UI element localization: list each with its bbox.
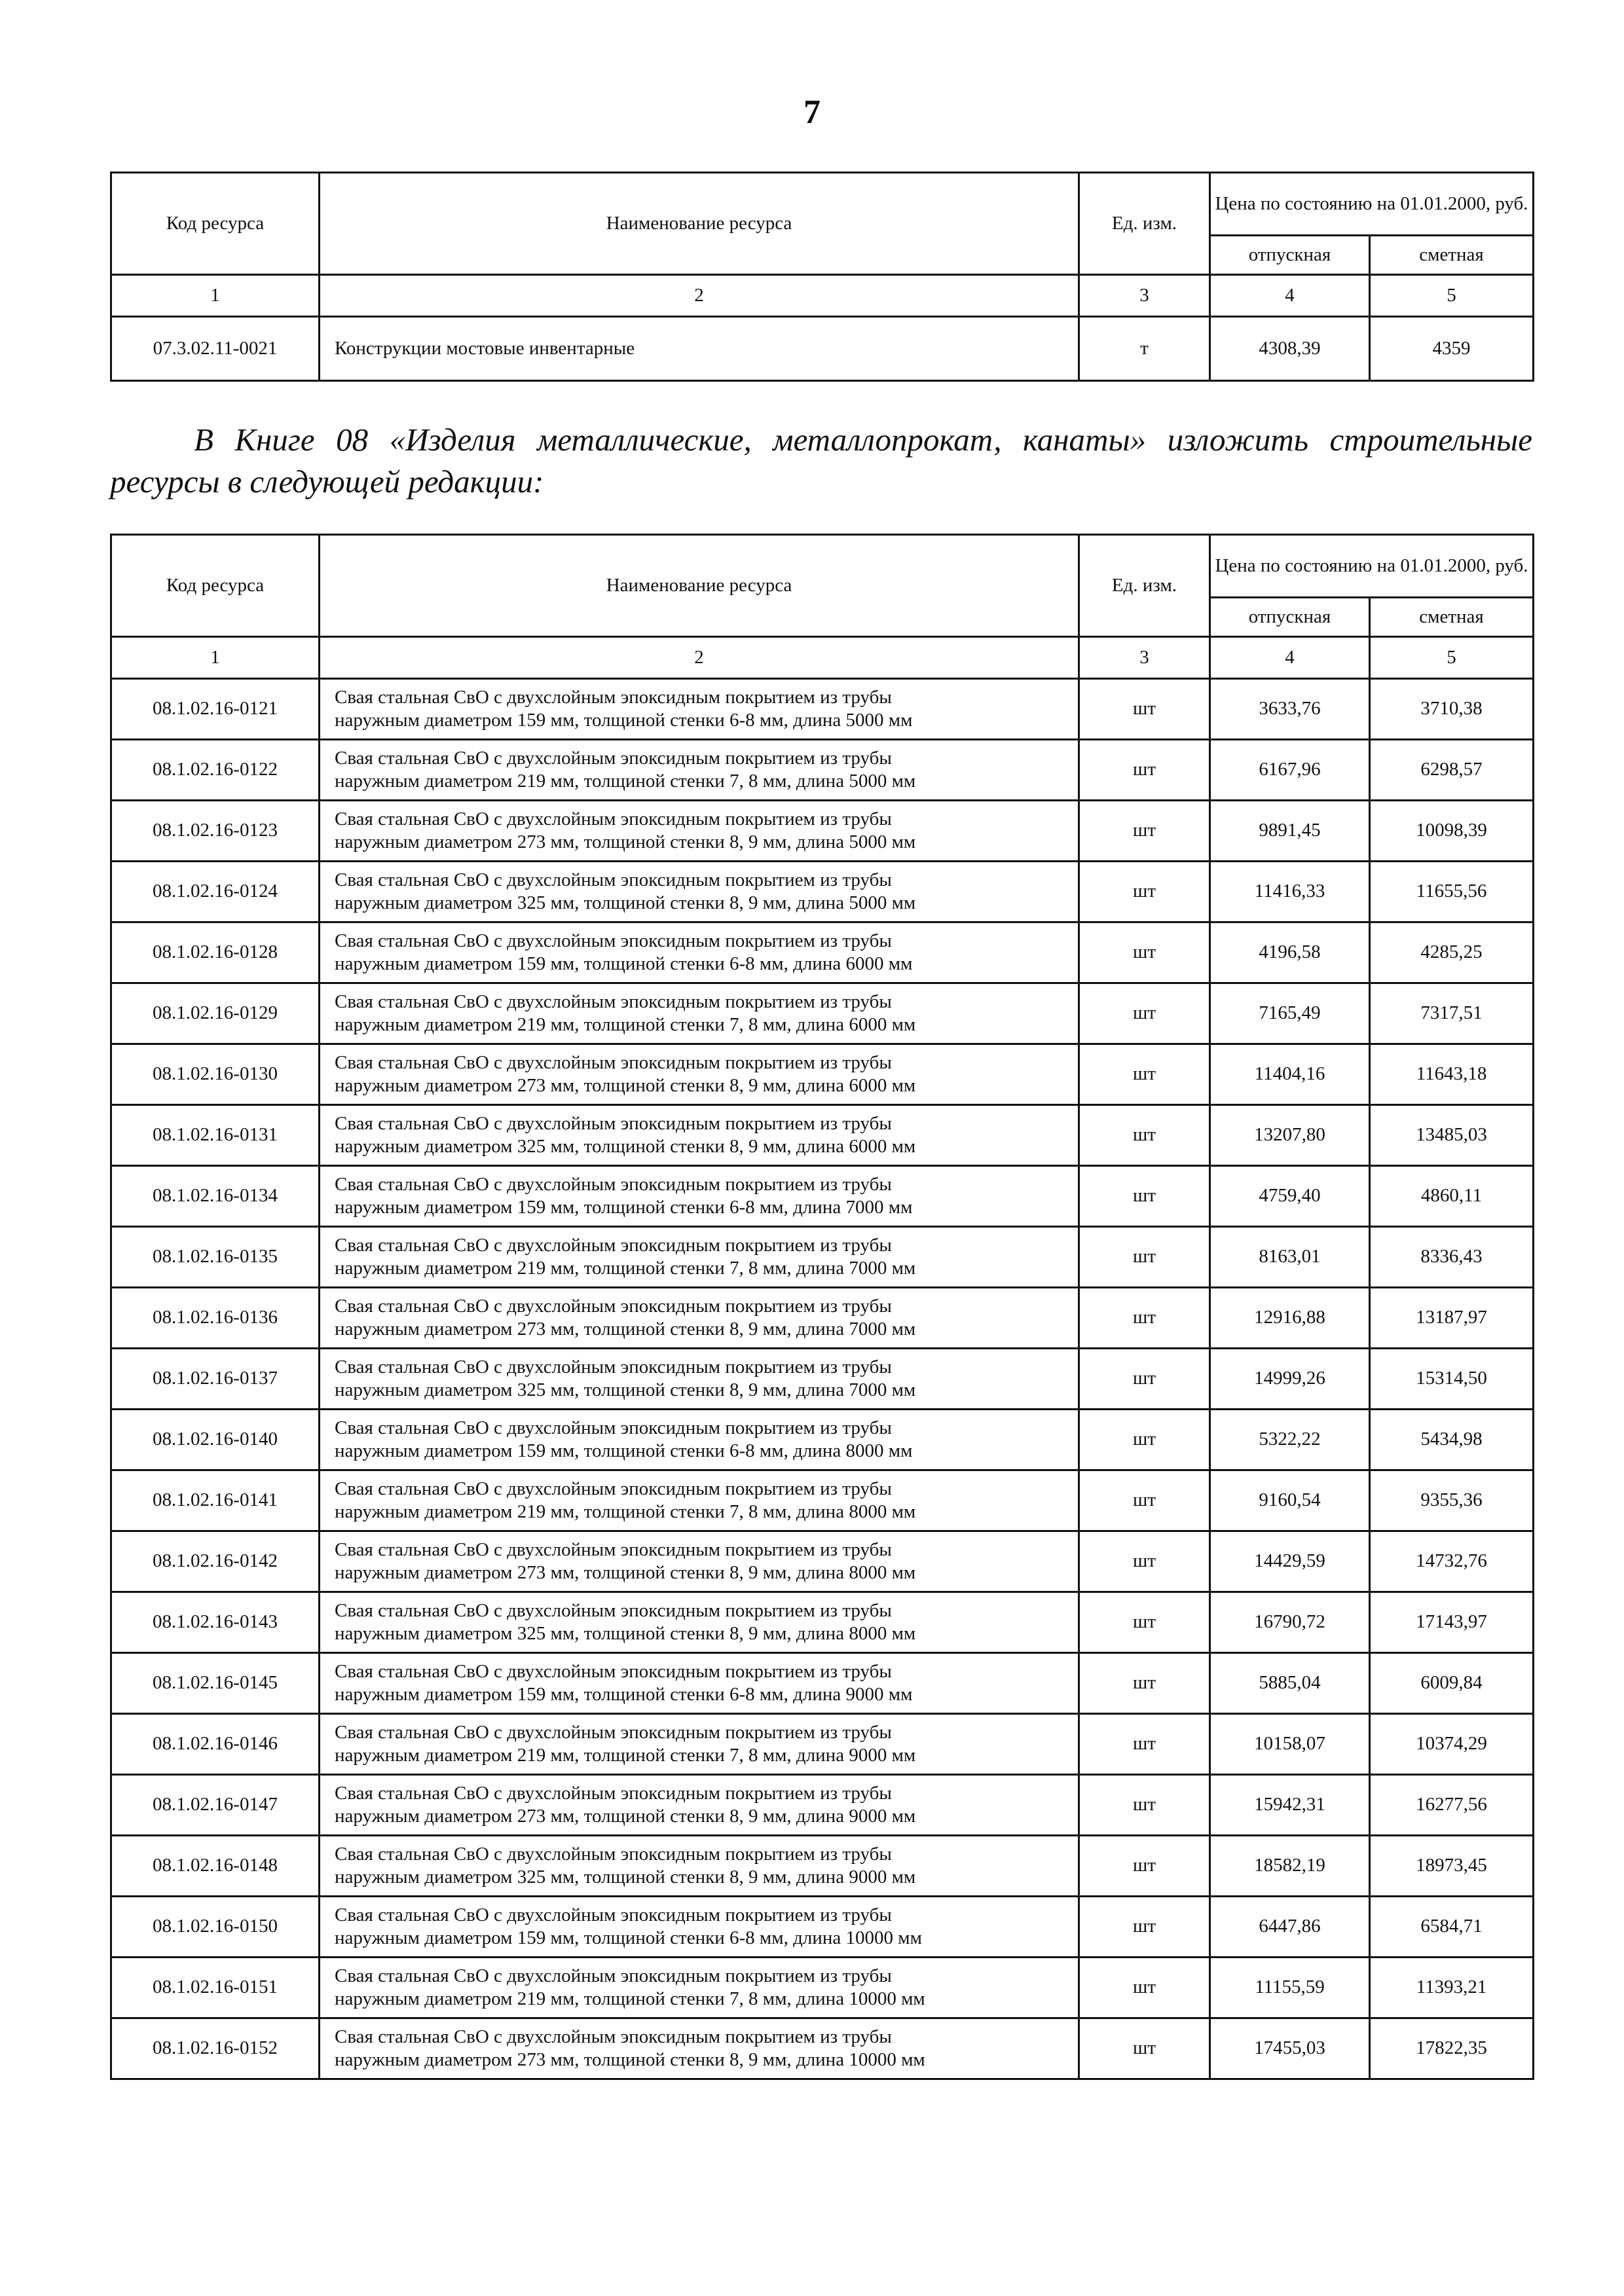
price-release: 9160,54 bbox=[1210, 1470, 1370, 1531]
resource-unit: шт bbox=[1079, 2018, 1210, 2079]
table-row bbox=[111, 922, 1534, 983]
price-estimate: 10374,29 bbox=[1370, 1714, 1534, 1775]
table-row bbox=[111, 1714, 1534, 1775]
resource-code: 08.1.02.16-0142 bbox=[111, 1531, 320, 1592]
resource-name-line1: Свая стальная СвО с двухслойным эпоксидным покрытием из трубы bbox=[335, 1782, 892, 1804]
resource-name bbox=[320, 1410, 1079, 1470]
resource-unit: шт bbox=[1079, 922, 1210, 983]
resource-code: 08.1.02.16-0129 bbox=[111, 983, 320, 1044]
resource-name-line2: наружным диаметром 159 мм, толщиной стенки 6-8 мм, длина 10000 мм bbox=[335, 1927, 922, 1948]
resource-name-line1: Свая стальная СвО с двухслойным эпоксидным покрытием из трубы bbox=[335, 747, 892, 769]
resource-name-line2: наружным диаметром 273 мм, толщиной стенки 8, 9 мм, длина 9000 мм bbox=[335, 1806, 916, 1827]
resource-name bbox=[320, 1044, 1079, 1105]
price-release: 14999,26 bbox=[1210, 1349, 1370, 1410]
price-estimate: 4285,25 bbox=[1370, 922, 1534, 983]
header-price-group: Цена по состоянию на 01.01.2000, руб. bbox=[1210, 173, 1534, 236]
header-price-group: Цена по состоянию на 01.01.2000, руб. bbox=[1210, 535, 1534, 598]
table-row bbox=[111, 1836, 1534, 1897]
resource-name-line2: наружным диаметром 325 мм, толщиной стенки 8, 9 мм, длина 8000 мм bbox=[335, 1623, 916, 1644]
price-release: 12916,88 bbox=[1210, 1288, 1370, 1349]
resource-name-line2: наружным диаметром 219 мм, толщиной стенки 7, 8 мм, длина 8000 мм bbox=[335, 1501, 916, 1522]
resource-name-line1: Свая стальная СвО с двухслойным эпоксидным покрытием из трубы bbox=[335, 686, 892, 708]
table-row bbox=[111, 1349, 1534, 1410]
price-estimate: 10098,39 bbox=[1370, 801, 1534, 862]
resource-code: 08.1.02.16-0131 bbox=[111, 1105, 320, 1166]
resource-code: 08.1.02.16-0122 bbox=[111, 740, 320, 801]
resource-unit: т bbox=[1079, 317, 1210, 381]
resource-code: 08.1.02.16-0124 bbox=[111, 862, 320, 922]
resource-unit: шт bbox=[1079, 1592, 1210, 1653]
resource-name bbox=[320, 1288, 1079, 1349]
resource-name bbox=[320, 1470, 1079, 1531]
price-estimate: 13485,03 bbox=[1370, 1105, 1534, 1166]
column-number: 1 bbox=[111, 637, 320, 679]
resource-code: 08.1.02.16-0145 bbox=[111, 1653, 320, 1714]
resource-unit: шт bbox=[1079, 1166, 1210, 1227]
price-release: 11404,16 bbox=[1210, 1044, 1370, 1105]
resource-name bbox=[320, 1714, 1079, 1775]
resource-name-line2: наружным диаметром 273 мм, толщиной стенки 8, 9 мм, длина 7000 мм bbox=[335, 1319, 916, 1339]
resource-name-line1: Свая стальная СвО с двухслойным эпоксидным покрытием из трубы bbox=[335, 808, 892, 829]
resource-code: 08.1.02.16-0143 bbox=[111, 1592, 320, 1653]
table-row bbox=[111, 1105, 1534, 1166]
resource-code: 08.1.02.16-0134 bbox=[111, 1166, 320, 1227]
header-unit: Ед. изм. bbox=[1079, 535, 1210, 637]
resource-unit: шт bbox=[1079, 1775, 1210, 1836]
resource-name-line2: наружным диаметром 273 мм, толщиной стенки 8, 9 мм, длина 6000 мм bbox=[335, 1075, 916, 1096]
column-number: 1 bbox=[111, 275, 320, 317]
resource-unit: шт bbox=[1079, 1410, 1210, 1470]
resource-unit: шт bbox=[1079, 1288, 1210, 1349]
price-estimate: 11643,18 bbox=[1370, 1044, 1534, 1105]
resource-code: 08.1.02.16-0147 bbox=[111, 1775, 320, 1836]
price-release: 4759,40 bbox=[1210, 1166, 1370, 1227]
column-number: 2 bbox=[320, 275, 1079, 317]
resource-name-line2: наружным диаметром 273 мм, толщиной стенки 8, 9 мм, длина 5000 мм bbox=[335, 831, 916, 852]
price-release: 4196,58 bbox=[1210, 922, 1370, 983]
header-price-estimate: сметная bbox=[1370, 598, 1534, 637]
price-estimate: 9355,36 bbox=[1370, 1470, 1534, 1531]
price-estimate: 16277,56 bbox=[1370, 1775, 1534, 1836]
resource-name-line1: Свая стальная СвО с двухслойным эпоксидным покрытием из трубы bbox=[335, 1051, 892, 1073]
resource-name-line1: Свая стальная СвО с двухслойным эпоксидным покрытием из трубы bbox=[335, 991, 892, 1012]
price-estimate: 14732,76 bbox=[1370, 1531, 1534, 1592]
price-release: 5322,22 bbox=[1210, 1410, 1370, 1470]
page-number: 7 bbox=[803, 94, 821, 131]
table-row bbox=[111, 317, 1534, 381]
resource-code: 08.1.02.16-0148 bbox=[111, 1836, 320, 1897]
table-row bbox=[111, 1288, 1534, 1349]
resource-name: Конструкции мостовые инвентарные bbox=[320, 317, 1079, 381]
resource-name-line1: Свая стальная СвО с двухслойным эпоксидным покрытием из трубы bbox=[335, 930, 892, 951]
price-release: 18582,19 bbox=[1210, 1836, 1370, 1897]
resource-unit: шт bbox=[1079, 801, 1210, 862]
resource-name bbox=[320, 1105, 1079, 1166]
column-number: 3 bbox=[1079, 275, 1210, 317]
resource-code: 08.1.02.16-0151 bbox=[111, 1958, 320, 2018]
table-row bbox=[111, 1897, 1534, 1958]
table-row bbox=[111, 1653, 1534, 1714]
price-release: 13207,80 bbox=[1210, 1105, 1370, 1166]
price-release: 16790,72 bbox=[1210, 1592, 1370, 1653]
resource-unit: шт bbox=[1079, 1836, 1210, 1897]
resource-name-line1: Свая стальная СвО с двухслойным эпоксидным покрытием из трубы bbox=[335, 1843, 892, 1865]
resource-code: 08.1.02.16-0128 bbox=[111, 922, 320, 983]
price-release: 4308,39 bbox=[1210, 317, 1370, 381]
price-release: 6167,96 bbox=[1210, 740, 1370, 801]
resource-table-book-08 bbox=[110, 534, 1534, 2080]
price-estimate: 5434,98 bbox=[1370, 1410, 1534, 1470]
resource-code: 08.1.02.16-0136 bbox=[111, 1288, 320, 1349]
resource-unit: шт bbox=[1079, 1531, 1210, 1592]
price-estimate: 6009,84 bbox=[1370, 1653, 1534, 1714]
resource-name-line1: Свая стальная СвО с двухслойным эпоксидным покрытием из трубы bbox=[335, 1599, 892, 1621]
resource-name bbox=[320, 1836, 1079, 1897]
resource-name-line1: Свая стальная СвО с двухслойным эпоксидным покрытием из трубы bbox=[335, 1112, 892, 1134]
column-number: 5 bbox=[1370, 275, 1534, 317]
price-estimate: 6584,71 bbox=[1370, 1897, 1534, 1958]
resource-name bbox=[320, 922, 1079, 983]
resource-name bbox=[320, 1227, 1079, 1288]
price-estimate: 11393,21 bbox=[1370, 1958, 1534, 2018]
resource-name-line2: наружным диаметром 273 мм, толщиной стенки 8, 9 мм, длина 8000 мм bbox=[335, 1562, 916, 1583]
header-price-release: отпускная bbox=[1210, 598, 1370, 637]
header-price-estimate: сметная bbox=[1370, 236, 1534, 275]
resource-name-line1: Свая стальная СвО с двухслойным эпоксидным покрытием из трубы bbox=[335, 1173, 892, 1195]
resource-name-line2: наружным диаметром 273 мм, толщиной стенки 8, 9 мм, длина 10000 мм bbox=[335, 2049, 925, 2070]
resource-name-line2: наружным диаметром 325 мм, толщиной стенки 8, 9 мм, длина 5000 мм bbox=[335, 892, 916, 913]
table-row bbox=[111, 983, 1534, 1044]
price-estimate: 13187,97 bbox=[1370, 1288, 1534, 1349]
resource-name bbox=[320, 679, 1079, 740]
resource-unit: шт bbox=[1079, 740, 1210, 801]
column-number: 4 bbox=[1210, 637, 1370, 679]
table-row bbox=[111, 862, 1534, 922]
price-release: 9891,45 bbox=[1210, 801, 1370, 862]
table-row bbox=[111, 740, 1534, 801]
table-row bbox=[111, 679, 1534, 740]
resource-unit: шт bbox=[1079, 1958, 1210, 2018]
price-estimate: 7317,51 bbox=[1370, 983, 1534, 1044]
price-estimate: 17143,97 bbox=[1370, 1592, 1534, 1653]
column-number: 5 bbox=[1370, 637, 1534, 679]
intro-paragraph: В Книге 08 «Изделия металлические, металлопрокат, канаты» изложить строительные ресурсы в следующей редакции: bbox=[110, 422, 1532, 500]
resource-name-line2: наружным диаметром 325 мм, толщиной стенки 8, 9 мм, длина 6000 мм bbox=[335, 1136, 916, 1157]
resource-name bbox=[320, 1166, 1079, 1227]
resource-code: 08.1.02.16-0140 bbox=[111, 1410, 320, 1470]
price-release: 6447,86 bbox=[1210, 1897, 1370, 1958]
resource-name-line2: наружным диаметром 325 мм, толщиной стенки 8, 9 мм, длина 9000 мм bbox=[335, 1867, 916, 1887]
resource-name bbox=[320, 1897, 1079, 1958]
resource-unit: шт bbox=[1079, 1714, 1210, 1775]
resource-name bbox=[320, 862, 1079, 922]
resource-name bbox=[320, 1531, 1079, 1592]
column-number: 3 bbox=[1079, 637, 1210, 679]
header-code: Код ресурса bbox=[111, 535, 320, 637]
price-estimate: 15314,50 bbox=[1370, 1349, 1534, 1410]
price-estimate: 8336,43 bbox=[1370, 1227, 1534, 1288]
price-release: 15942,31 bbox=[1210, 1775, 1370, 1836]
resource-code: 07.3.02.11-0021 bbox=[111, 317, 320, 381]
resource-name-line2: наружным диаметром 325 мм, толщиной стенки 8, 9 мм, длина 7000 мм bbox=[335, 1379, 916, 1400]
table-row bbox=[111, 1410, 1534, 1470]
price-release: 14429,59 bbox=[1210, 1531, 1370, 1592]
header-price-release: отпускная bbox=[1210, 236, 1370, 275]
resource-name-line2: наружным диаметром 159 мм, толщиной стенки 6-8 мм, длина 9000 мм bbox=[335, 1684, 913, 1705]
price-release: 11155,59 bbox=[1210, 1958, 1370, 2018]
resource-name-line1: Свая стальная СвО с двухслойным эпоксидным покрытием из трубы bbox=[335, 1295, 892, 1317]
resource-name-line2: наружным диаметром 159 мм, толщиной стенки 6-8 мм, длина 7000 мм bbox=[335, 1197, 913, 1218]
resource-unit: шт bbox=[1079, 1227, 1210, 1288]
resource-unit: шт bbox=[1079, 679, 1210, 740]
table-row bbox=[111, 801, 1534, 862]
resource-unit: шт bbox=[1079, 1653, 1210, 1714]
resource-name-line1: Свая стальная СвО с двухслойным эпоксидным покрытием из трубы bbox=[335, 2026, 892, 2047]
price-estimate: 4359 bbox=[1370, 317, 1534, 381]
resource-name-line2: наружным диаметром 219 мм, толщиной стенки 7, 8 мм, длина 9000 мм bbox=[335, 1745, 916, 1766]
resource-name-line1: Свая стальная СвО с двухслойным эпоксидным покрытием из трубы bbox=[335, 1965, 892, 1986]
table-row bbox=[111, 1470, 1534, 1531]
table-row bbox=[111, 1166, 1534, 1227]
resource-name-line2: наружным диаметром 219 мм, толщиной стенки 7, 8 мм, длина 7000 мм bbox=[335, 1258, 916, 1279]
resource-code: 08.1.02.16-0123 bbox=[111, 801, 320, 862]
price-release: 10158,07 bbox=[1210, 1714, 1370, 1775]
resource-name bbox=[320, 1349, 1079, 1410]
resource-code: 08.1.02.16-0135 bbox=[111, 1227, 320, 1288]
resource-name-line1: Свая стальная СвО с двухслойным эпоксидным покрытием из трубы bbox=[335, 1721, 892, 1743]
resource-name bbox=[320, 1775, 1079, 1836]
resource-name bbox=[320, 1653, 1079, 1714]
table-row bbox=[111, 1227, 1534, 1288]
price-release: 7165,49 bbox=[1210, 983, 1370, 1044]
table-row bbox=[111, 1775, 1534, 1836]
column-number-row bbox=[111, 275, 1534, 317]
resource-code: 08.1.02.16-0137 bbox=[111, 1349, 320, 1410]
table-row bbox=[111, 1592, 1534, 1653]
resource-name bbox=[320, 983, 1079, 1044]
resource-name-line2: наружным диаметром 159 мм, толщиной стенки 6-8 мм, длина 6000 мм bbox=[335, 953, 913, 974]
price-estimate: 4860,11 bbox=[1370, 1166, 1534, 1227]
price-release: 8163,01 bbox=[1210, 1227, 1370, 1288]
resource-name bbox=[320, 1958, 1079, 2018]
header-unit: Ед. изм. bbox=[1079, 173, 1210, 275]
column-number-row bbox=[111, 637, 1534, 679]
price-estimate: 17822,35 bbox=[1370, 2018, 1534, 2079]
resource-name-line1: Свая стальная СвО с двухслойным эпоксидным покрытием из трубы bbox=[335, 869, 892, 890]
resource-unit: шт bbox=[1079, 1897, 1210, 1958]
table-row bbox=[111, 1958, 1534, 2018]
resource-name-line2: наружным диаметром 219 мм, толщиной стенки 7, 8 мм, длина 5000 мм bbox=[335, 771, 916, 792]
table-row bbox=[111, 1044, 1534, 1105]
column-number: 4 bbox=[1210, 275, 1370, 317]
resource-name-line1: Свая стальная СвО с двухслойным эпоксидным покрытием из трубы bbox=[335, 1539, 892, 1560]
resource-name-line2: наружным диаметром 159 мм, толщиной стенки 6-8 мм, длина 8000 мм bbox=[335, 1440, 913, 1461]
resource-unit: шт bbox=[1079, 862, 1210, 922]
resource-code: 08.1.02.16-0150 bbox=[111, 1897, 320, 1958]
price-estimate: 3710,38 bbox=[1370, 679, 1534, 740]
header-name: Наименование ресурса bbox=[320, 173, 1079, 275]
resource-code: 08.1.02.16-0152 bbox=[111, 2018, 320, 2079]
resource-name-line1: Свая стальная СвО с двухслойным эпоксидным покрытием из трубы bbox=[335, 1417, 892, 1438]
header-code: Код ресурса bbox=[111, 173, 320, 275]
resource-name bbox=[320, 740, 1079, 801]
table-row bbox=[111, 1531, 1534, 1592]
resource-name-line1: Свая стальная СвО с двухслойным эпоксидным покрытием из трубы bbox=[335, 1660, 892, 1682]
price-release: 5885,04 bbox=[1210, 1653, 1370, 1714]
table-body bbox=[111, 679, 1534, 2079]
table-row bbox=[111, 2018, 1534, 2079]
resource-name-line2: наружным диаметром 219 мм, толщиной стенки 7, 8 мм, длина 6000 мм bbox=[335, 1014, 916, 1035]
price-estimate: 18973,45 bbox=[1370, 1836, 1534, 1897]
resource-unit: шт bbox=[1079, 1470, 1210, 1531]
price-release: 3633,76 bbox=[1210, 679, 1370, 740]
column-number: 2 bbox=[320, 637, 1079, 679]
resource-name-line1: Свая стальная СвО с двухслойным эпоксидным покрытием из трубы bbox=[335, 1234, 892, 1256]
resource-unit: шт bbox=[1079, 1349, 1210, 1410]
header-name: Наименование ресурса bbox=[320, 535, 1079, 637]
resource-unit: шт bbox=[1079, 983, 1210, 1044]
resource-name-line1: Свая стальная СвО с двухслойным эпоксидным покрытием из трубы bbox=[335, 1356, 892, 1377]
resource-name-line2: наружным диаметром 219 мм, толщиной стенки 7, 8 мм, длина 10000 мм bbox=[335, 1988, 925, 2009]
price-release: 11416,33 bbox=[1210, 862, 1370, 922]
resource-name bbox=[320, 1592, 1079, 1653]
resource-name-line2: наружным диаметром 159 мм, толщиной стенки 6-8 мм, длина 5000 мм bbox=[335, 710, 913, 731]
resource-name bbox=[320, 2018, 1079, 2079]
resource-code: 08.1.02.16-0141 bbox=[111, 1470, 320, 1531]
resource-name-line1: Свая стальная СвО с двухслойным эпоксидным покрытием из трубы bbox=[335, 1904, 892, 1925]
resource-unit: шт bbox=[1079, 1044, 1210, 1105]
resource-name bbox=[320, 801, 1079, 862]
price-estimate: 11655,56 bbox=[1370, 862, 1534, 922]
resource-code: 08.1.02.16-0121 bbox=[111, 679, 320, 740]
resource-name-line1: Свая стальная СвО с двухслойным эпоксидным покрытием из трубы bbox=[335, 1478, 892, 1499]
resource-code: 08.1.02.16-0130 bbox=[111, 1044, 320, 1105]
resource-code: 08.1.02.16-0146 bbox=[111, 1714, 320, 1775]
resource-table-book-07 bbox=[110, 172, 1534, 382]
price-release: 17455,03 bbox=[1210, 2018, 1370, 2079]
resource-unit: шт bbox=[1079, 1105, 1210, 1166]
price-estimate: 6298,57 bbox=[1370, 740, 1534, 801]
